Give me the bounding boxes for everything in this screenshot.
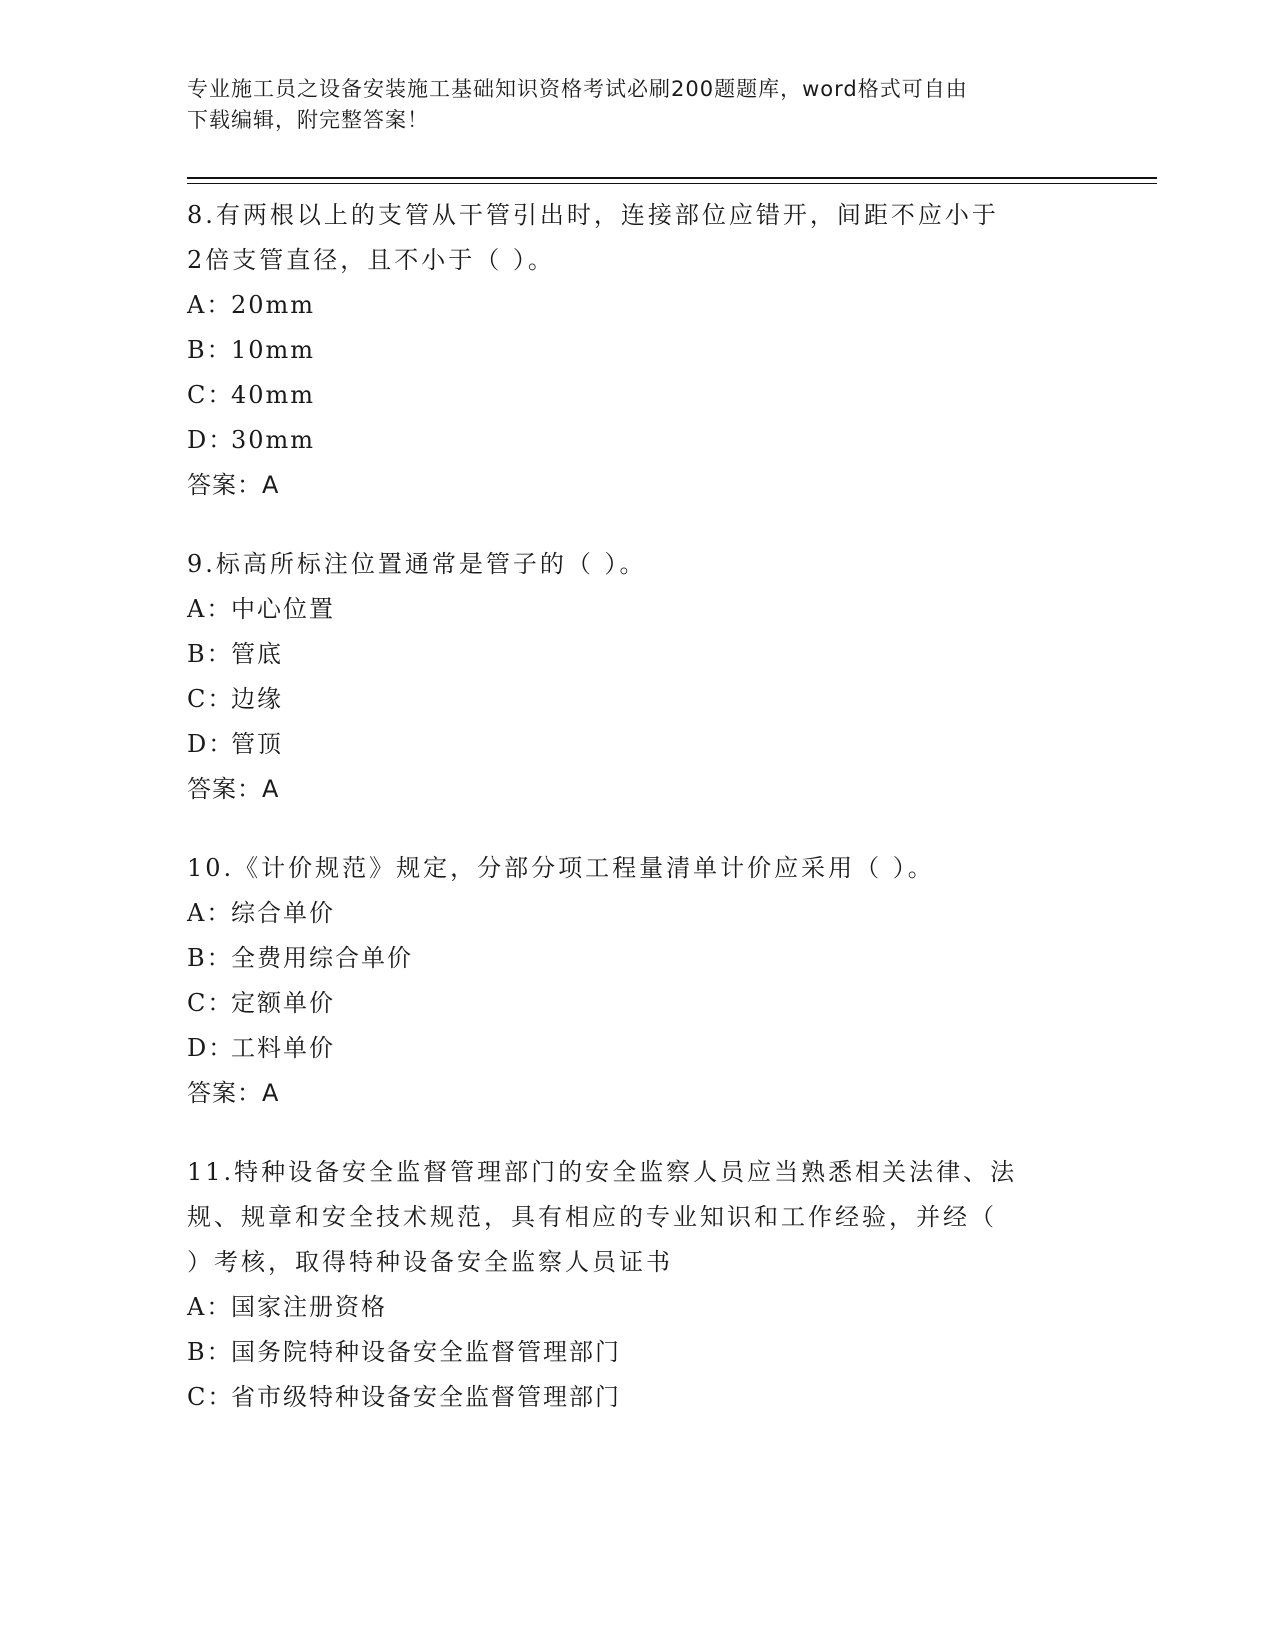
question-stem-line: 10.《计价规范》规定，分部分项工程量清单计价应采用（ ）。 bbox=[187, 854, 935, 882]
option-c bbox=[187, 373, 1087, 418]
option-key: B： bbox=[187, 336, 233, 364]
question-9 bbox=[187, 542, 1087, 812]
option-text: 30mm bbox=[231, 426, 316, 454]
option-b bbox=[187, 328, 1087, 373]
option-text: 40mm bbox=[231, 381, 316, 409]
header-line-2: 下载编辑，附完整答案！ bbox=[187, 108, 429, 132]
option-key: A： bbox=[187, 595, 233, 623]
question-8 bbox=[187, 193, 1087, 508]
option-key: D： bbox=[187, 426, 235, 454]
option-key: A： bbox=[187, 899, 233, 927]
question-11 bbox=[187, 1150, 1087, 1420]
header-line-1: 专业施工员之设备安装施工基础知识资格考试必刷200题题库，word格式可自由 bbox=[187, 77, 968, 101]
option-text: 中心位置 bbox=[231, 595, 335, 623]
header-rule-thin bbox=[187, 183, 1157, 184]
option-a bbox=[187, 587, 1087, 632]
option-b bbox=[187, 936, 1087, 981]
header-rule-thick bbox=[187, 177, 1157, 179]
question-10 bbox=[187, 846, 1087, 1116]
answer-line: 答案：A bbox=[187, 471, 280, 499]
option-key: A： bbox=[187, 1293, 233, 1321]
option-text: 管底 bbox=[231, 640, 283, 668]
question-stem-line: 11.特种设备安全监督管理部门的安全监察人员应当熟悉相关法律、法 bbox=[187, 1158, 1018, 1186]
option-c bbox=[187, 1375, 1087, 1420]
question-stem-line: 8.有两根以上的支管从干管引出时，连接部位应错开，间距不应小于 bbox=[187, 201, 999, 229]
question-stem-line: ）考核，取得特种设备安全监察人员证书 bbox=[187, 1248, 673, 1276]
option-key: A： bbox=[187, 291, 233, 319]
question-stem-line: 规、规章和安全技术规范，具有相应的专业知识和工作经验，并经（ bbox=[187, 1203, 997, 1231]
option-c bbox=[187, 981, 1087, 1026]
option-text: 定额单价 bbox=[231, 989, 335, 1017]
option-a bbox=[187, 1285, 1087, 1330]
option-c bbox=[187, 677, 1087, 722]
option-text: 管顶 bbox=[231, 730, 283, 758]
option-text: 省市级特种设备安全监督管理部门 bbox=[231, 1383, 621, 1411]
option-key: C： bbox=[187, 381, 234, 409]
option-key: B： bbox=[187, 944, 233, 972]
option-key: C： bbox=[187, 989, 234, 1017]
option-text: 工料单价 bbox=[231, 1034, 335, 1062]
option-text: 10mm bbox=[231, 336, 316, 364]
option-d bbox=[187, 722, 1087, 767]
answer-line: 答案：A bbox=[187, 775, 280, 803]
option-d bbox=[187, 418, 1087, 463]
option-key: B： bbox=[187, 1338, 233, 1366]
option-text: 国家注册资格 bbox=[231, 1293, 387, 1321]
option-key: D： bbox=[187, 730, 235, 758]
option-text: 全费用综合单价 bbox=[231, 944, 413, 972]
option-d bbox=[187, 1026, 1087, 1071]
question-stem-line: 9.标高所标注位置通常是管子的（ ）。 bbox=[187, 550, 647, 578]
question-list bbox=[187, 193, 1087, 1454]
option-a bbox=[187, 283, 1087, 328]
option-key: D： bbox=[187, 1034, 235, 1062]
option-text: 20mm bbox=[231, 291, 316, 319]
option-a bbox=[187, 891, 1087, 936]
document-header bbox=[187, 74, 1067, 136]
option-b bbox=[187, 632, 1087, 677]
option-key: C： bbox=[187, 1383, 234, 1411]
question-stem-line: 2倍支管直径，且不小于（ ）。 bbox=[187, 246, 555, 274]
option-b bbox=[187, 1330, 1087, 1375]
option-key: C： bbox=[187, 685, 234, 713]
option-text: 国务院特种设备安全监督管理部门 bbox=[231, 1338, 621, 1366]
answer-line: 答案：A bbox=[187, 1079, 280, 1107]
option-key: B： bbox=[187, 640, 233, 668]
option-text: 边缘 bbox=[231, 685, 283, 713]
option-text: 综合单价 bbox=[231, 899, 335, 927]
